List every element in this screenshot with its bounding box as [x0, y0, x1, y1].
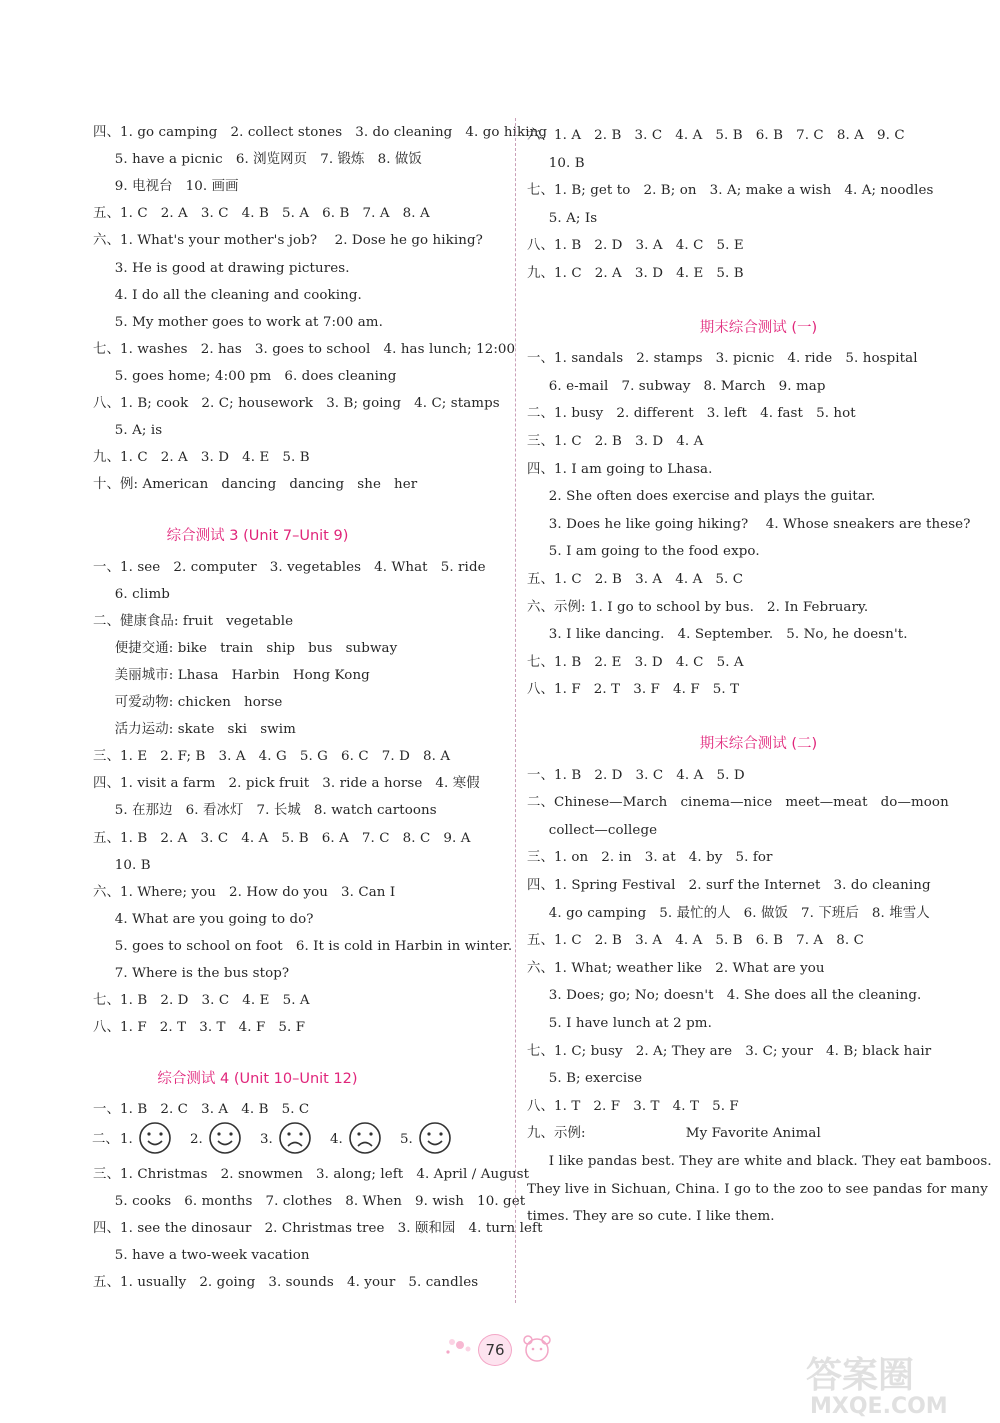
answer-line: 八、1. F 2. T 3. F 4. F 5. T — [527, 682, 740, 698]
face-number: 2. — [190, 1131, 203, 1147]
answer-line: 一、1. B 2. C 3. A 4. B 5. C — [93, 1102, 310, 1118]
bear-decoration-icon — [512, 1330, 562, 1366]
answer-line: 4. What are you going to do? — [93, 911, 314, 927]
answer-line: 一、1. B 2. D 3. C 4. A 5. D — [527, 767, 745, 783]
flower-decoration-icon — [440, 1330, 480, 1360]
answer-line: 四、1. see the dinosaur 2. Christmas tree 3. 颐和园 4. turn left — [93, 1220, 543, 1236]
answer-line: 八、1. B; cook 2. C; housework 3. B; going 4. C; stamps — [93, 396, 500, 411]
answer-line: They live in Sichuan, China. I go to the zoo to see pandas for many — [527, 1181, 988, 1197]
answer-line: 六、1. What; weather like 2. What are you — [527, 960, 825, 976]
answer-line: 美丽城市: Lhasa Harbin Hong Kong — [93, 667, 370, 683]
face-number: 5. — [400, 1131, 413, 1147]
answer-line: 三、1. Christmas 2. snowmen 3. along; left 4. April / August — [93, 1166, 530, 1182]
answer-line: 6. e-mail 7. subway 8. March 9. map — [527, 378, 826, 394]
smiley-face-icon — [208, 1121, 242, 1155]
answer-line: 二、健康食品: fruit vegetable — [93, 613, 294, 629]
answer-line: I like pandas best. They are white and black. They eat bamboos. — [527, 1154, 992, 1169]
page-number: 76 — [478, 1334, 512, 1366]
answer-line: 五、1. B 2. A 3. C 4. A 5. B 6. A 7. C 8. C 9. A — [93, 830, 471, 846]
answer-line: 3. Does he like going hiking? 4. Whose sneakers are these? — [527, 516, 971, 532]
answer-line: 5. cooks 6. months 7. clothes 8. When 9. wish 10. get — [93, 1193, 526, 1209]
sad-face-icon — [278, 1121, 312, 1155]
answer-line: 9. 电视台 10. 画画 — [93, 179, 239, 195]
answer-line: 六、1. A 2. B 3. C 4. A 5. B 6. B 7. C 8. A 9. C — [527, 128, 905, 143]
answer-line: 五、1. C 2. B 3. A 4. A 5. C — [527, 572, 744, 587]
answer-line: 5. A; is — [93, 423, 163, 439]
answer-line: 五、1. C 2. A 3. C 4. B 5. A 6. B 7. A 8. A — [93, 206, 430, 222]
answer-line: 5. have a two-week vacation — [93, 1247, 310, 1263]
answer-line: collect—college — [527, 822, 658, 838]
answer-line: 10. B — [527, 155, 585, 171]
answer-line: 七、1. B 2. D 3. C 4. E 5. A — [93, 993, 310, 1009]
answer-line: 2. She often does exercise and plays the guitar. — [527, 489, 876, 505]
answer-line: 八、1. F 2. T 3. T 4. F 5. F — [93, 1020, 306, 1036]
section-heading: 综合测试 4 (Unit 10–Unit 12) — [157, 1071, 358, 1088]
answer-line: 3. I like dancing. 4. September. 5. No, he doesn't. — [527, 627, 908, 643]
faces-answer-row — [92, 1121, 512, 1155]
answer-line: 九、示例: My Favorite Animal — [527, 1126, 821, 1142]
svg-text:MXQE.COM: MXQE.COM — [810, 1394, 948, 1419]
answer-line: 3. Does; go; No; doesn't 4. She does all the cleaning. — [527, 988, 922, 1004]
answer-line: 六、1. What's your mother's job? 2. Dose he go hiking? — [93, 233, 483, 249]
section-heading: 期末综合测试 (二) — [699, 736, 818, 752]
answer-line: 一、1. sandals 2. stamps 3. picnic 4. ride 5. hospital — [527, 351, 918, 367]
answer-line: 四、1. visit a farm 2. pick fruit 3. ride a horse 4. 寒假 — [93, 776, 480, 792]
answer-line: 三、1. C 2. B 3. D 4. A — [527, 434, 704, 449]
answer-line: 5. have a picnic 6. 浏览网页 7. 锻炼 8. 做饭 — [93, 152, 422, 168]
column-divider — [515, 118, 516, 1303]
answer-line: 活力运动: skate ski swim — [93, 722, 296, 738]
answer-line: 十、例: American dancing dancing she her — [93, 477, 418, 493]
smiley-face-icon — [418, 1121, 452, 1155]
answer-line: 3. He is good at drawing pictures. — [93, 260, 350, 276]
answer-line: 三、1. on 2. in 3. at 4. by 5. for — [527, 850, 773, 866]
answer-line: 九、1. C 2. A 3. D 4. E 5. B — [93, 450, 310, 466]
answer-line: 九、1. C 2. A 3. D 4. E 5. B — [527, 266, 744, 281]
answer-line: 一、1. see 2. computer 3. vegetables 4. What 5. ride — [93, 559, 486, 575]
answer-line: 七、1. B 2. E 3. D 4. C 5. A — [527, 654, 744, 670]
answer-line: times. They are so cute. I like them. — [527, 1209, 775, 1225]
answer-line: 三、1. E 2. F; B 3. A 4. G 5. G 6. C 7. D 8. A — [93, 749, 451, 765]
answer-line: 二、Chinese—March cinema—nice meet—meat do—moon — [527, 795, 949, 811]
faces-prefix: 二、 — [92, 1131, 119, 1147]
sad-face-icon — [348, 1121, 382, 1155]
answer-line: 5. My mother goes to work at 7:00 am. — [93, 314, 383, 330]
answer-line: 五、1. C 2. B 3. A 4. A 5. B 6. B 7. A 8. C — [527, 933, 864, 949]
face-number: 3. — [260, 1131, 273, 1147]
answer-line: 八、1. T 2. F 3. T 4. T 5. F — [527, 1098, 739, 1114]
answer-line: 5. I am going to the food expo. — [527, 544, 760, 560]
smiley-face-icon — [138, 1121, 172, 1155]
face-number: 4. — [330, 1131, 343, 1147]
answer-line: 7. Where is the bus stop? — [93, 966, 290, 981]
answer-line: 四、1. go camping 2. collect stones 3. do cleaning 4. go hiking — [93, 125, 548, 140]
answer-line: 5. goes to school on foot 6. It is cold in Harbin in winter. — [93, 938, 513, 954]
watermark-logo — [800, 1345, 996, 1419]
answer-line: 八、1. B 2. D 3. A 4. C 5. E — [527, 238, 744, 254]
answer-line: 七、1. B; get to 2. B; on 3. A; make a wish 4. A; noodles — [527, 183, 934, 199]
answer-line: 四、1. I am going to Lhasa. — [527, 461, 713, 477]
face-number: 1. — [120, 1131, 133, 1147]
section-heading: 综合测试 3 (Unit 7–Unit 9) — [166, 528, 349, 545]
svg-text:答案圈: 答案圈 — [806, 1355, 915, 1396]
answer-line: 七、1. washes 2. has 3. goes to school 4. has lunch; 12:00 — [93, 341, 516, 357]
answer-line: 10. B — [93, 857, 151, 873]
answer-line: 4. go camping 5. 最忙的人 6. 做饭 7. 下班后 8. 堆雪人 — [527, 905, 930, 921]
answer-line: 五、1. usually 2. going 3. sounds 4. your 5. candles — [93, 1275, 479, 1290]
section-heading: 期末综合测试 (一) — [699, 319, 818, 336]
answer-line: 6. climb — [93, 586, 170, 602]
answer-line: 二、1. busy 2. different 3. left 4. fast 5. hot — [527, 406, 856, 422]
answer-line: 4. I do all the cleaning and cooking. — [93, 287, 362, 303]
answer-line: 5. A; Is — [527, 210, 598, 226]
answer-line: 可爱动物: chicken horse — [93, 695, 283, 710]
answer-line: 5. goes home; 4:00 pm 6. does cleaning — [93, 368, 397, 384]
answer-line: 便捷交通: bike train ship bus subway — [93, 640, 398, 656]
answer-line: 七、1. C; busy 2. A; They are 3. C; your 4. B; black hair — [527, 1043, 932, 1059]
answer-line: 六、示例: 1. I go to school by bus. 2. In February. — [527, 599, 869, 615]
answer-line: 5. 在那边 6. 看冰灯 7. 长城 8. watch cartoons — [93, 803, 437, 819]
answer-line: 5. I have lunch at 2 pm. — [527, 1016, 712, 1031]
answer-line: 四、1. Spring Festival 2. surf the Internet 3. do cleaning — [527, 878, 931, 893]
answer-line: 5. B; exercise — [527, 1071, 643, 1087]
answer-line: 六、1. Where; you 2. How do you 3. Can I — [93, 884, 396, 900]
